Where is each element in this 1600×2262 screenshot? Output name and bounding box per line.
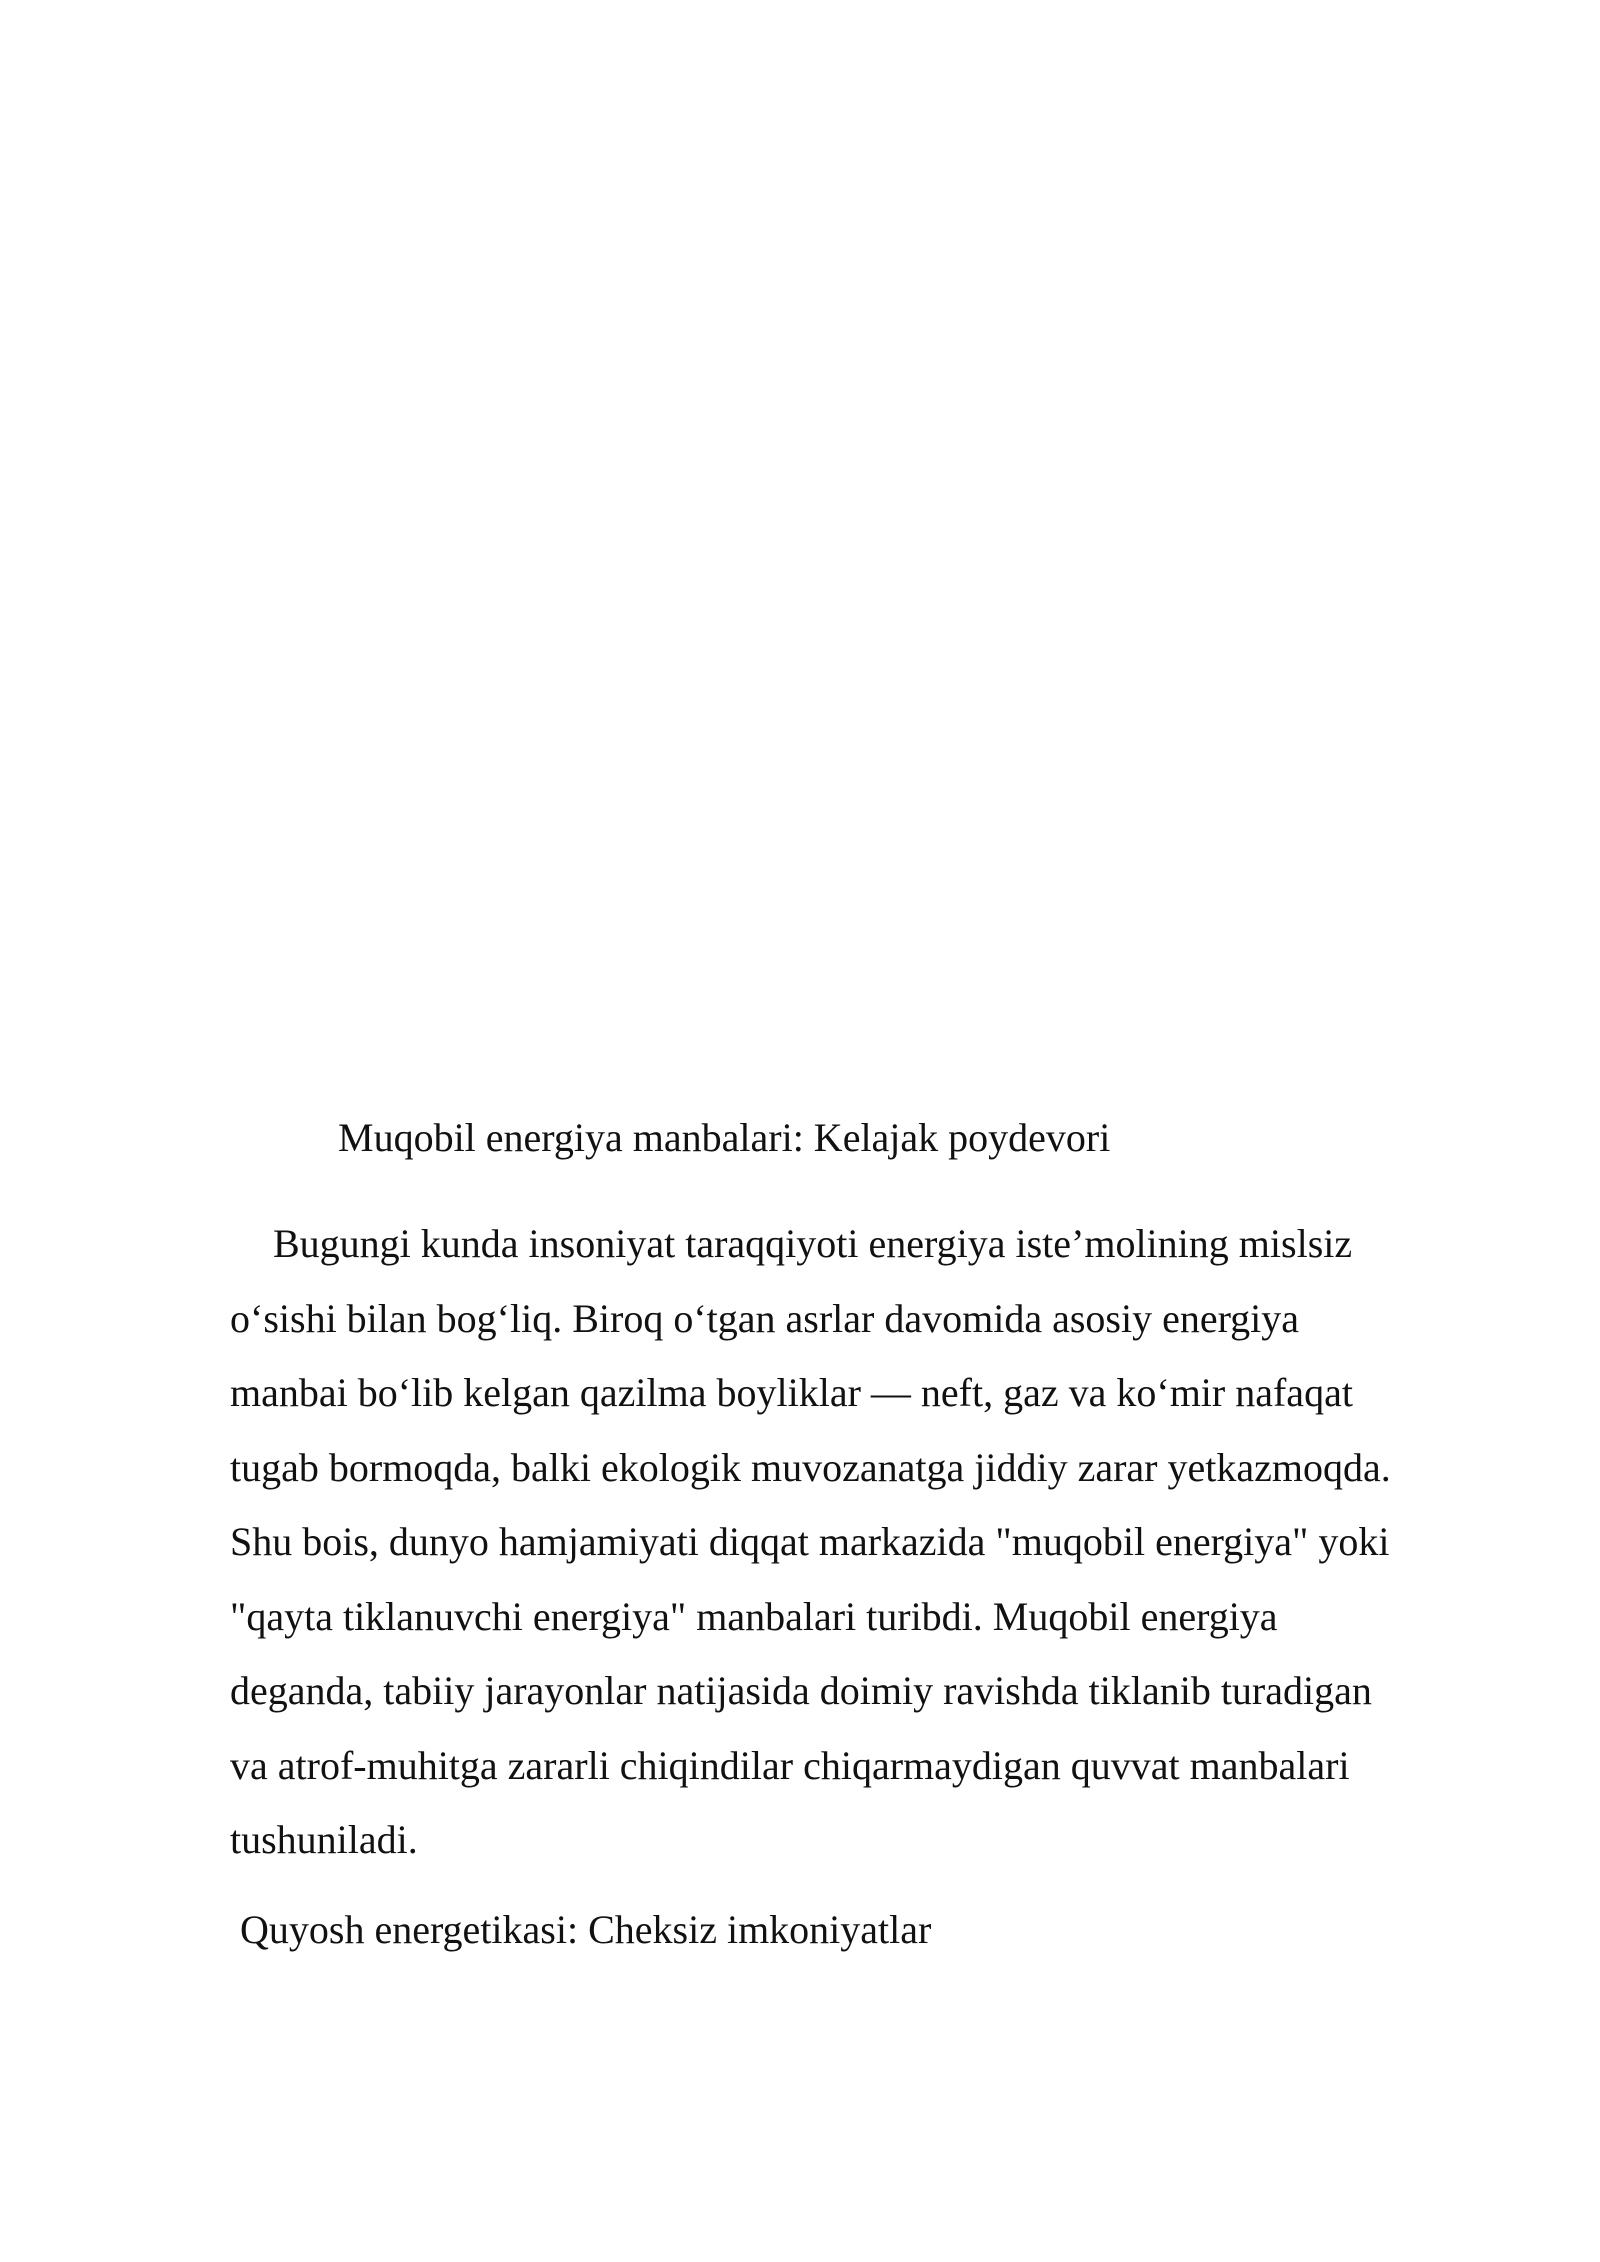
paragraph-line: Bugungi kunda insoniyat taraqqiyoti energiya iste’molining mislsiz bbox=[273, 1221, 1353, 1266]
paragraph-line: manbai bo‘lib kelgan qazilma boyliklar — neft, gaz va ko‘mir nafaqat bbox=[230, 1370, 1353, 1415]
paragraph-line: o‘sishi bilan bog‘liq. Biroq o‘tgan asrlar davomida asosiy energiya bbox=[230, 1295, 1300, 1341]
paragraph-line: deganda, tabiiy jarayonlar natijasida doimiy ravishda tiklanib turadigan bbox=[230, 1668, 1372, 1713]
paragraph-line: tushuniladi. bbox=[230, 1817, 418, 1862]
paragraph-line: "qayta tiklanuvchi energiya" manbalari turibdi. Muqobil energiya bbox=[230, 1593, 1278, 1639]
paragraph-line: tugab bormoqda, balki ekologik muvozanatga jiddiy zarar yetkazmoqda. bbox=[230, 1444, 1391, 1490]
section-subheading: Quyosh energetikasi: Cheksiz imkoniyatlar bbox=[240, 1907, 932, 1952]
paragraph-line: Shu bois, dunyo hamjamiyati diqqat markazida "muqobil energiya" yoki bbox=[230, 1519, 1390, 1564]
paragraph-line: va atrof-muhitga zararli chiqindilar chiqarmaydigan quvvat manbalari bbox=[230, 1742, 1350, 1788]
document-title: Muqobil energiya manbalari: Kelajak poydevori bbox=[338, 1115, 1111, 1160]
intro-paragraph bbox=[230, 1207, 1490, 1878]
